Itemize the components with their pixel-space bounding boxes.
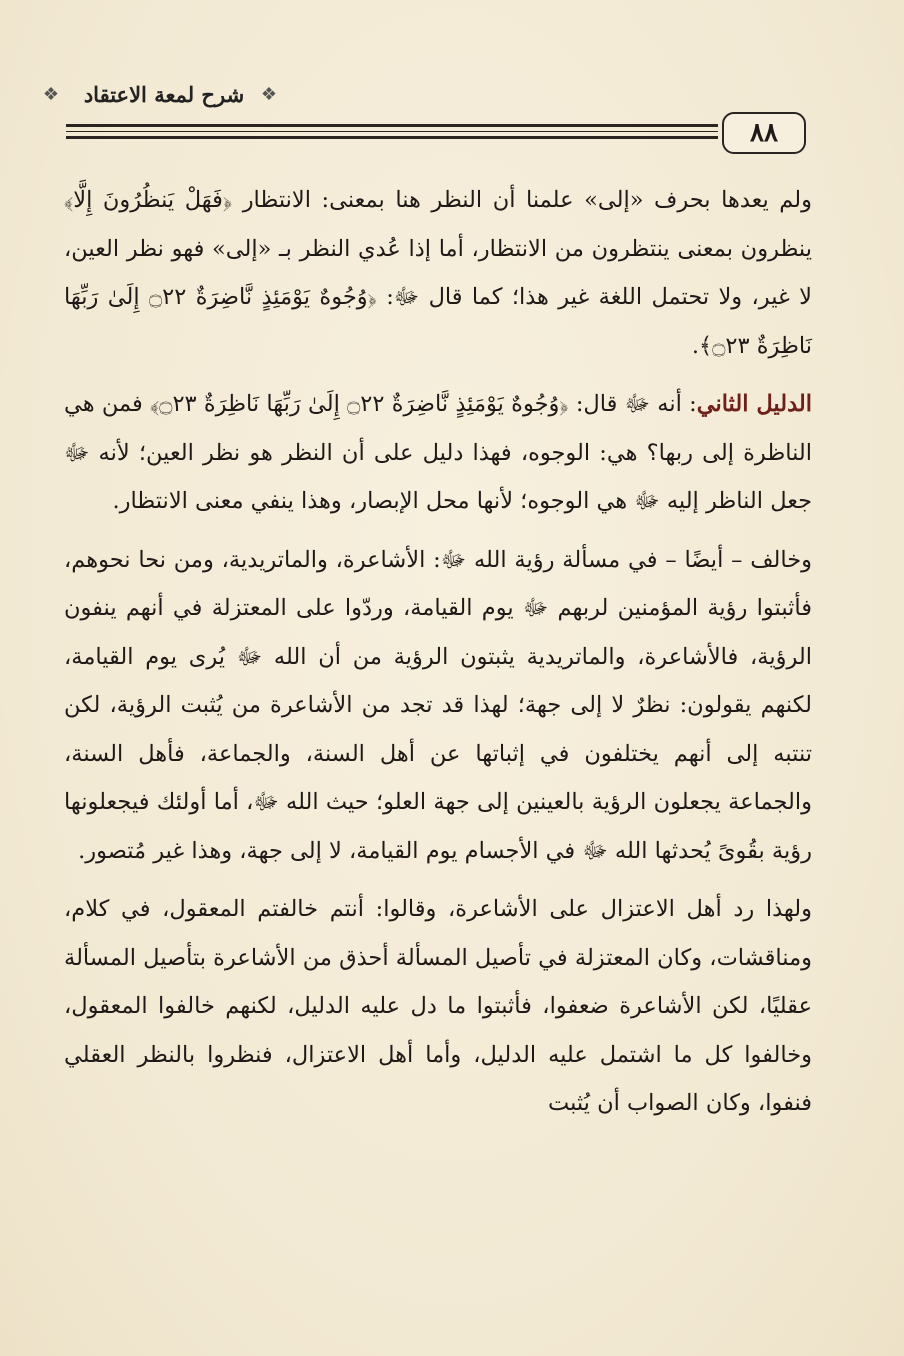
paragraph <box>64 380 812 526</box>
running-title: شرح لمعة الاعتقاد <box>83 82 245 107</box>
paragraph-text: : أنه ﷻ قال: ﴿وُجُوهٌ يَوْمَئِذٍ نَّاضِرَةٌ ۝٢٢ إِلَىٰ رَبِّهَا نَاظِرَةٌ ۝٢٣﴾ فمن هي الناظرة إلى ربها؟ هي: الوجوه، فهذا دليل على أن النظر هو نظر العين؛ لأنه ﷻ جعل الناظر إليه ﷻ هي الوجوه؛ لأنها محل الإبصار، وهذا ينفي معنى الانتظار. <box>64 391 812 514</box>
page-number: ٨٨ <box>722 112 806 154</box>
page-body <box>64 176 812 1128</box>
paragraph: وخالف – أيضًا – في مسألة رؤية الله ﷻ: الأشاعرة، والماتريدية، ومن نحا نحوهم، فأثبتوا رؤية المؤمنين لربهم ﷻ يوم القيامة، وردّوا على المعتزلة في أنهم ينفون الرؤية، فالأشاعرة، والماتريدية يثبتون الرؤية من أن الله ﷻ يُرى يوم القيامة، لكنهم يقولون: نظرٌ لا إلى جهة؛ لهذا قد تجد من الأشاعرة من يُثبت الرؤية، لكن تنتبه إلى أنهم يختلفون في إثباتها عن أهل السنة، والجماعة، فأهل السنة، والجماعة يجعلون الرؤية بالعينين إلى جهة العلو؛ حيث الله ﷻ، أما أولئك فيجعلونها رؤية بقُوىً يُحدثها الله ﷻ في الأجسام يوم القيامة، لا إلى جهة، وهذا غير مُتصور. <box>64 546 812 864</box>
paragraph: ولهذا رد أهل الاعتزال على الأشاعرة، وقالوا: أنتم خالفتم المعقول، في كلام، ومناقشات، وكان المعتزلة في تأصيل المسألة أحذق من الأشاعرة بتأصيل المسألة عقليًا، لكن الأشاعرة ضعفوا، فأثبتوا ما دل عليه الدليل، لكنهم خالفوا المعقول، وخالفوا كل ما اشتمل عليه الدليل، وأما أهل الاعتزال، فنظروا بالنظر العقلي فنفوا، وكان الصواب أن يُثبت <box>64 896 812 1116</box>
header-rule-thick <box>66 124 718 127</box>
paragraph: ولم يعدها بحرف «إلى» علمنا أن النظر هنا بمعنى: الانتظار ﴿فَهَلْ يَنظُرُونَ إِلَّا﴾ ينظرون بمعنى ينتظرون من الانتظار، أما إذا عُدي النظر بـ «إلى» فهو نظر العين، لا غير، ولا تحتمل اللغة غير هذا؛ كما قال ﷻ: ﴿وُجُوهٌ يَوْمَئِذٍ نَّاضِرَةٌ ۝٢٢ إِلَىٰ رَبِّهَا نَاظِرَةٌ ۝٢٣﴾. <box>64 187 812 359</box>
section-heading: الدليل الثاني <box>696 391 812 417</box>
header-rule-thick <box>66 136 718 139</box>
ornament-icon: ❖ <box>260 84 278 105</box>
header-rule-thin <box>66 131 718 132</box>
ornament-icon: ❖ <box>42 84 60 105</box>
